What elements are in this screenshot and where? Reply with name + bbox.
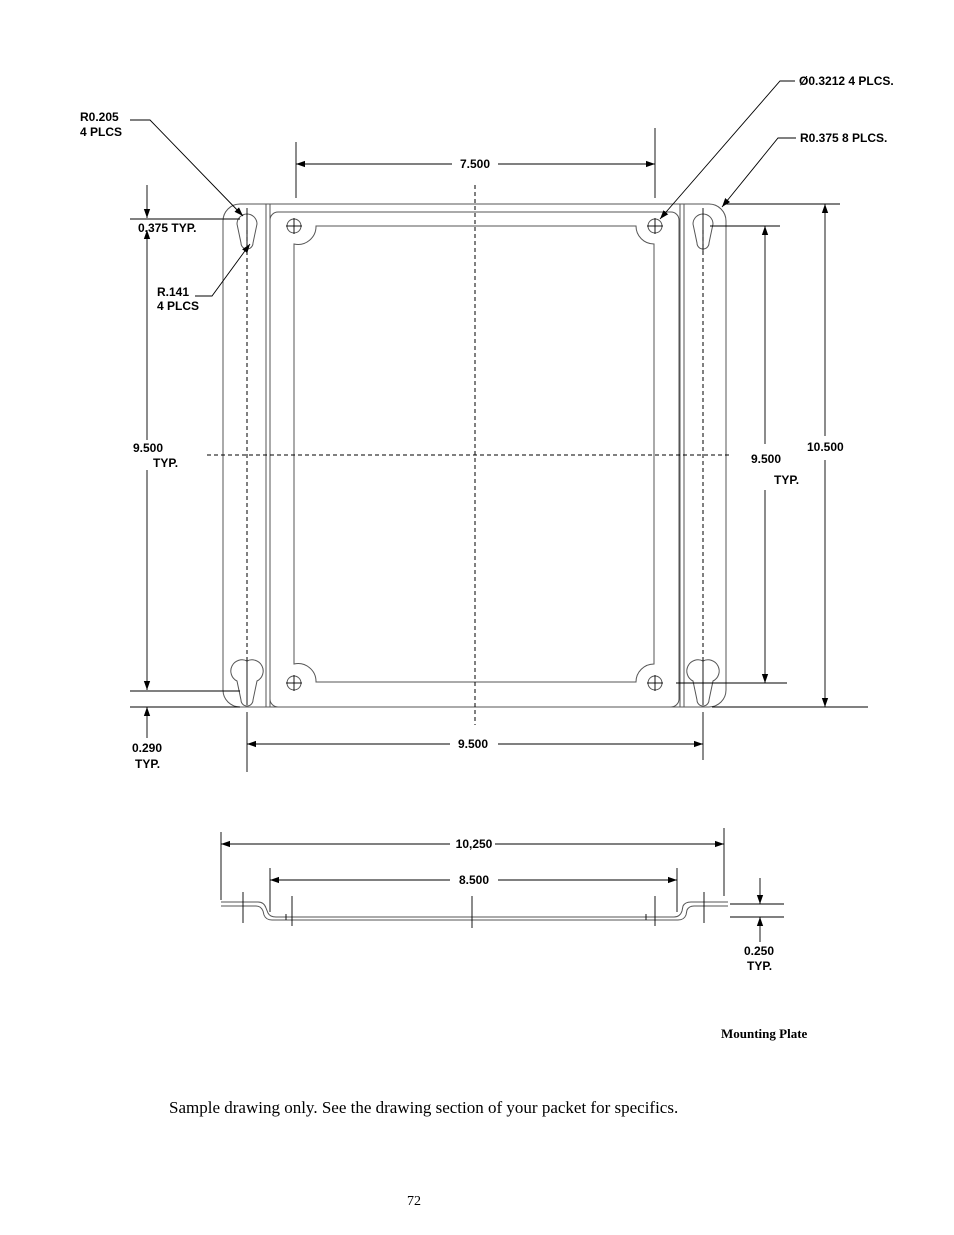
dimension-label: 9.500 [133, 441, 164, 455]
callout-label: R0.205 [80, 110, 119, 124]
dimension-label: 10.500 [807, 440, 844, 454]
dimension-label: 0.290 [132, 741, 163, 755]
dimension-right-height-inner [676, 226, 799, 683]
keyhole-slot [237, 208, 257, 252]
figure-caption: Mounting Plate [721, 1026, 808, 1041]
dimension-flange-height [730, 878, 784, 973]
dimension-label: 9.500 [751, 452, 782, 466]
callout-r0375 [722, 131, 887, 207]
dimension-side-overall [221, 828, 724, 900]
dimension-label: 8.500 [458, 873, 490, 887]
dimension-label: TYP. [774, 473, 800, 487]
sample-drawing-note: Sample drawing only. See the drawing section of your packet for specifics. [169, 1098, 679, 1117]
dimension-label: TYP. [747, 959, 773, 973]
side-view-profile [221, 892, 728, 928]
mounting-hole [647, 675, 663, 691]
keyhole-slot [231, 658, 263, 706]
mounting-hole [286, 675, 302, 691]
callout-label: R.141 [157, 285, 190, 299]
page-number: 72 [407, 1194, 421, 1209]
centerlines [207, 185, 730, 725]
dimension-label: TYP. [153, 456, 179, 470]
dimension-label: TYP. [135, 757, 161, 771]
mounting-hole [286, 218, 302, 234]
dimension-label: 10,250 [455, 837, 493, 851]
mounting-hole [647, 218, 663, 234]
callout-label: 4 PLCS [157, 299, 200, 313]
dimension-label: 7.500 [459, 157, 491, 171]
callout-label: 4 PLCS [80, 125, 123, 139]
keyhole-slot [693, 208, 713, 252]
callout-label: Ø0.3212 4 PLCS. [799, 74, 894, 88]
dimension-bottom-offset [130, 707, 240, 771]
callout-r141 [157, 244, 250, 313]
dimension-side-inner [270, 868, 677, 912]
dimension-label: 0.375 TYP. [138, 221, 197, 235]
dimension-right-height-outer [712, 204, 868, 707]
dimension-label: 0.250 [744, 944, 775, 958]
callout-hole-diameter [660, 74, 894, 219]
callout-label: R0.375 8 PLCS. [800, 131, 888, 145]
keyhole-slot [687, 658, 719, 706]
dimension-label: 9.500 [457, 737, 489, 751]
callout-r0205 [80, 110, 243, 216]
